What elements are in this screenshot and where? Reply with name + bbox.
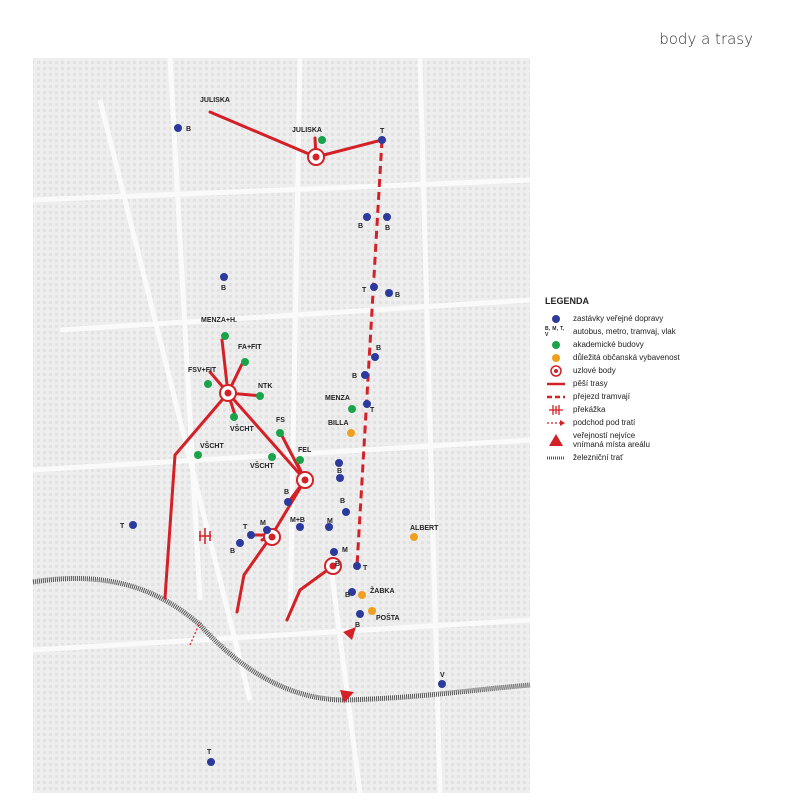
label-menza: MENZA xyxy=(325,395,350,402)
blue-dot-icon xyxy=(552,315,560,323)
label-vscht: VŠCHT xyxy=(200,443,224,450)
stop-letter: T xyxy=(207,749,212,756)
legend-text: akademické budovy xyxy=(573,340,644,349)
legend-text: pěší trasy xyxy=(573,379,608,388)
legend-text: přejezd tramvají xyxy=(573,392,630,401)
legend-text: veřejností nejvíce vnímaná místa areálu xyxy=(573,431,650,449)
stop-letter: T xyxy=(243,524,248,531)
legend-item xyxy=(545,377,775,390)
label-posta: POŠTA xyxy=(376,615,400,622)
legend-item xyxy=(545,451,775,464)
label-billa: BILLA xyxy=(328,420,349,427)
legend-text: autobus, metro, tramvaj, vlak xyxy=(573,327,676,336)
label-fa-fit: FA+FIT xyxy=(238,344,262,351)
solid-line-icon xyxy=(547,382,565,386)
dotted-arrow-icon xyxy=(547,419,565,427)
barrier-icon xyxy=(548,404,564,416)
stop-letter: M xyxy=(327,518,333,525)
stop-letter: T xyxy=(362,287,367,294)
rail-icon xyxy=(547,456,565,460)
legend-item xyxy=(545,312,775,325)
label-fel: FEL xyxy=(298,447,312,454)
stop-letter: M xyxy=(260,520,266,527)
letters-symbol: B, M, T, V xyxy=(545,325,565,338)
label-zabka: ŽABKA xyxy=(370,588,395,595)
stop-letter: B xyxy=(395,292,401,299)
legend-item xyxy=(545,416,775,429)
stop-letter: B xyxy=(335,561,341,568)
target-icon xyxy=(550,365,562,377)
legend-text: zastávky veřejné dopravy xyxy=(573,314,664,323)
stop-letter: B xyxy=(376,345,382,352)
green-dot-icon xyxy=(552,341,560,349)
legend-heading: LEGENDA xyxy=(545,296,590,306)
legend-item xyxy=(545,351,775,364)
legend-text: železniční trať xyxy=(573,453,624,462)
stop-letter: B xyxy=(230,548,236,555)
stop-letter: M xyxy=(342,547,348,554)
stop-letter: V xyxy=(440,672,445,679)
stop-letter: B xyxy=(221,285,227,292)
stop-letter: B xyxy=(337,468,343,475)
stop-letter: B xyxy=(284,489,290,496)
stop-letter: T xyxy=(120,523,125,530)
stop-letter: B xyxy=(340,498,346,505)
legend-item xyxy=(545,390,775,403)
stop-letter: B xyxy=(345,592,351,599)
legend-text: důležitá občanská vybavenost xyxy=(573,353,680,362)
legend-text: překážka xyxy=(573,405,606,414)
legend-item xyxy=(545,325,775,338)
stop-letter: B xyxy=(385,225,391,232)
label-vscht: VŠCHT xyxy=(230,426,254,433)
legend-item xyxy=(545,403,775,416)
label-juliska: JULISKA xyxy=(200,97,230,104)
stop-letter: B xyxy=(358,223,364,230)
triangle-icon xyxy=(549,434,563,446)
label-fsv-fit: FSV+FIT xyxy=(188,367,217,374)
legend-item xyxy=(545,364,775,377)
label-menza-h: MENZA+H. xyxy=(201,317,237,324)
label-vscht: VŠCHT xyxy=(250,463,274,470)
stop-letter: T xyxy=(363,565,368,572)
stop-letter: T xyxy=(380,128,385,135)
label-ntk: NTK xyxy=(258,383,273,390)
legend-item xyxy=(545,338,775,351)
stop-letter: B xyxy=(355,622,361,629)
dashed-line-icon xyxy=(547,395,565,399)
map-background xyxy=(33,58,530,793)
label-juliska: JULISKA xyxy=(292,127,322,134)
stop-letter: B xyxy=(186,126,192,133)
legend-text: uzlové body xyxy=(573,366,616,375)
legend xyxy=(545,296,775,464)
label-fs: FS xyxy=(276,417,285,424)
label-albert: ALBERT xyxy=(410,525,439,532)
label-m-b: M+B xyxy=(290,517,305,524)
stop-letter: T xyxy=(370,407,375,414)
legend-text: podchod pod tratí xyxy=(573,418,636,427)
orange-dot-icon xyxy=(552,354,560,362)
legend-item xyxy=(545,429,775,451)
stop-letter: B xyxy=(352,373,358,380)
page-title: body a trasy xyxy=(659,30,753,48)
